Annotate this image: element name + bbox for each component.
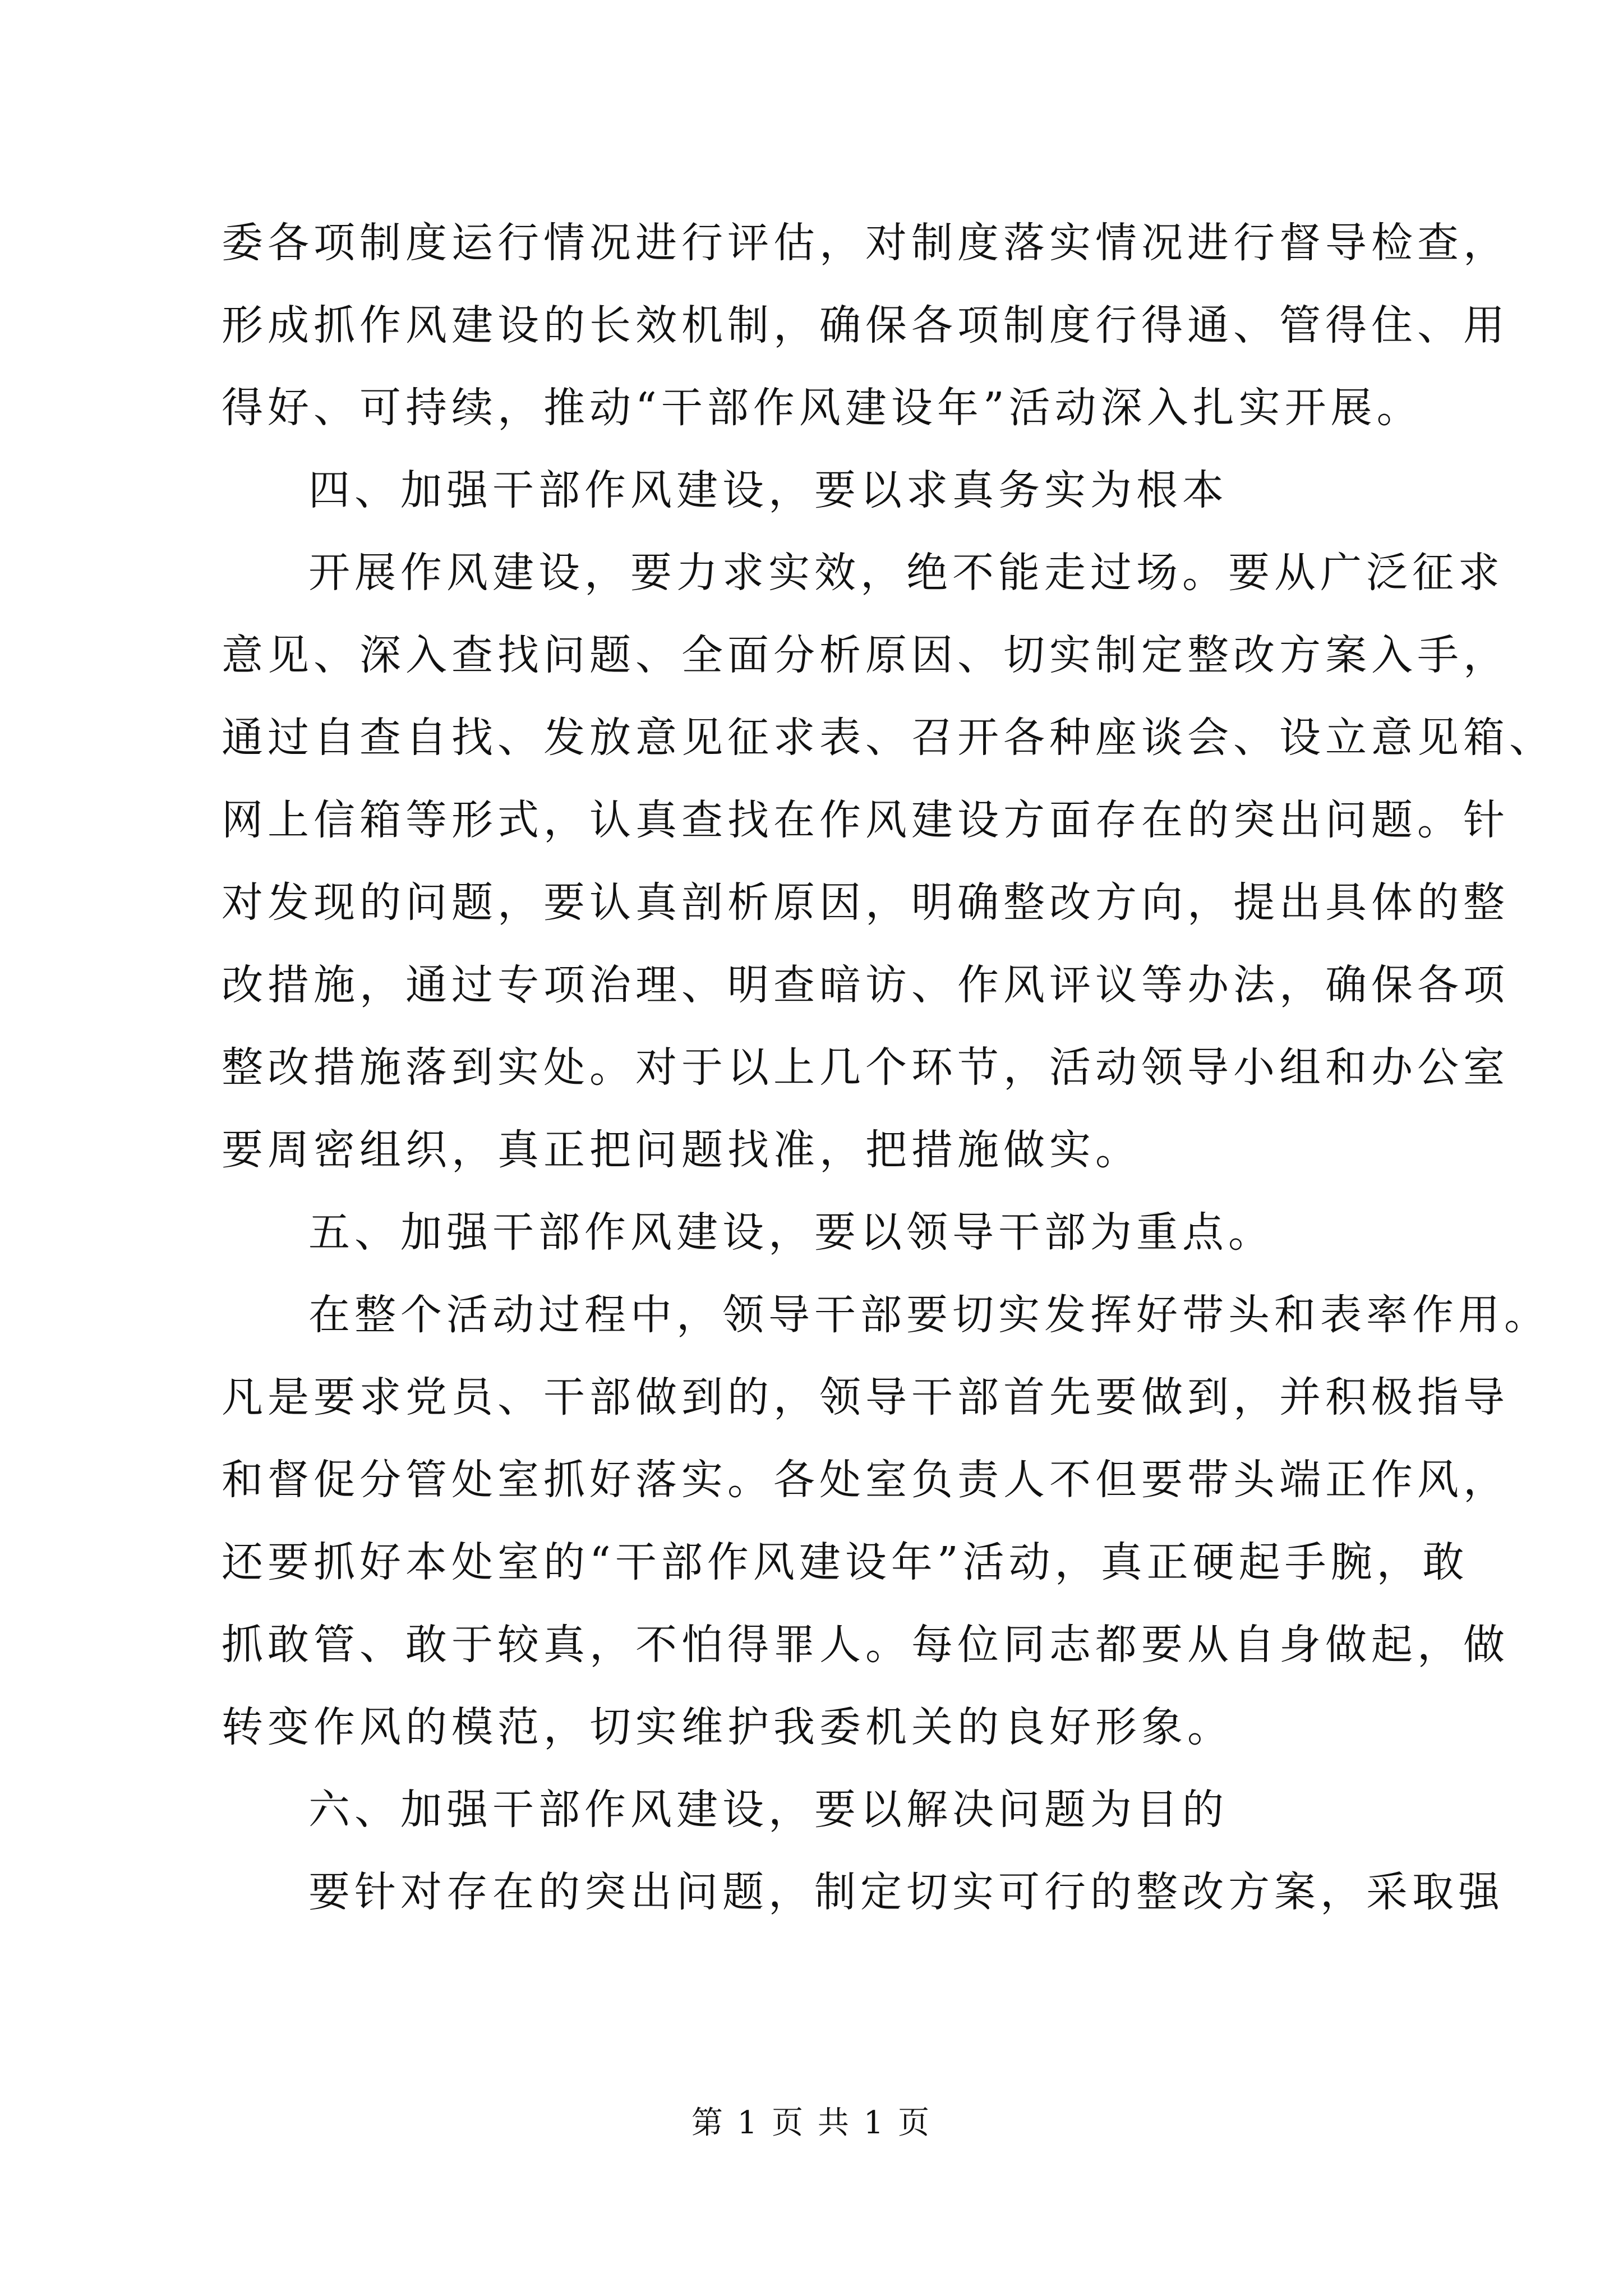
body-line: 委各项制度运行情况进行评估，对制度落实情况进行督导检查，: [222, 219, 1509, 267]
section-heading-6: 六、加强干部作风建设，要以解决问题为目的: [308, 1786, 1228, 1834]
body-line: 意见、深入查找问题、全面分析原因、切实制定整改方案入手，: [222, 631, 1509, 679]
body-line: 得好、可持续，推动“干部作风建设年”活动深入扎实开展。: [222, 384, 1423, 432]
body-line: 通过自查自找、发放意见征求表、召开各种座谈会、设立意见箱、: [222, 714, 1555, 762]
body-line: 整改措施落到实处。对于以上几个环节，活动领导小组和办公室: [222, 1043, 1509, 1092]
page-footer: 第 1 页 共 1 页: [691, 2105, 932, 2141]
section-heading-5: 五、加强干部作风建设，要以领导干部为重点。: [308, 1208, 1274, 1257]
body-line: 和督促分管处室抓好落实。各处室负责人不但要带头端正作风，: [222, 1456, 1509, 1504]
document-body: [222, 202, 1555, 1934]
body-line: 改措施，通过专项治理、明查暗访、作风评议等办法，确保各项: [222, 961, 1509, 1009]
paragraph-start: 开展作风建设，要力求实效，绝不能走过场。要从广泛征求: [308, 549, 1504, 597]
body-line: 抓敢管、敢于较真，不怕得罪人。每位同志都要从自身做起，做: [222, 1621, 1509, 1669]
paragraph-start: 在整个活动过程中，领导干部要切实发挥好带头和表率作用。: [308, 1291, 1550, 1339]
body-line: 对发现的问题，要认真剖析原因，明确整改方向，提出具体的整: [222, 878, 1509, 927]
body-line: 转变作风的模范，切实维护我委机关的良好形象。: [222, 1703, 1233, 1751]
body-line: 要周密组织，真正把问题找准，把措施做实。: [222, 1126, 1141, 1174]
body-line: 还要抓好本处室的“干部作风建设年”活动，真正硬起手腕，敢: [222, 1538, 1469, 1586]
body-line: 网上信箱等形式，认真查找在作风建设方面存在的突出问题。针: [222, 796, 1509, 844]
body-line: 凡是要求党员、干部做到的，领导干部首先要做到，并积极指导: [222, 1373, 1509, 1421]
section-heading-4: 四、加强干部作风建设，要以求真务实为根本: [308, 466, 1228, 514]
paragraph-start: 要针对存在的突出问题，制定切实可行的整改方案，采取强: [308, 1868, 1504, 1916]
body-line: 形成抓作风建设的长效机制，确保各项制度行得通、管得住、用: [222, 301, 1509, 349]
